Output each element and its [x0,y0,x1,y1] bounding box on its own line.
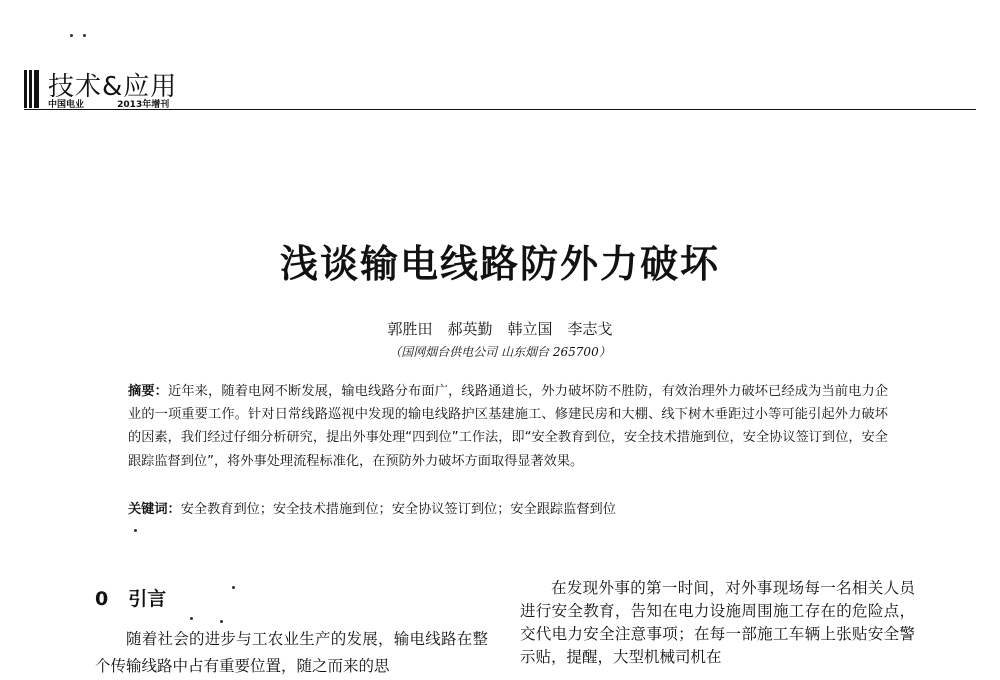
header-rule [24,109,976,110]
article-affiliation: （国网烟台供电公司 山东烟台 265700） [389,345,611,359]
journal-issue: 2013年增刊 [117,100,170,110]
keywords [128,500,888,520]
section-header-title: 技术&应用 [48,72,178,102]
section-title: 引言 [128,588,167,610]
abstract-label: 摘要： [128,384,169,399]
right-column-text: 在发现外事的第一时间，对外事现场每一名相关人员进行安全教育，告知在电力设施周围施工存在的危险点，交代电力安全注意事项；在每一部施工车辆上张贴安全警示贴，提醒，大型机械司机在 [520,579,915,666]
abstract [128,380,888,473]
header-bars-decoration [24,70,42,108]
left-column-text: 随着社会的进步与工农业生产的发展，输电线路在整个传输线路中占有重要位置，随之而来的思 [95,630,488,675]
keywords-text: 安全教育到位；安全技术措施到位；安全协议签订到位；安全跟踪监督到位 [180,502,616,517]
journal-name: 中国电业 [48,100,85,110]
article-authors: 郭胜田 郝英勤 韩立国 李志戈 [387,320,613,338]
section-number: 0 [95,588,109,610]
abstract-text: 近年来，随着电网不断发展，输电线路分布面广，线路通道长，外力破坏防不胜防，有效治理外力破坏已经成为当前电力企业的一项重要工作。针对日常线路巡视中发现的输电线路护区基建施工、修建民房和大棚、线下树木垂距过小等可能引起外力破坏的因素，我们经过仔细分析研究，提出外事处理“四到位”工作法，即“安全教育到位，安全技术措施到位，安全协议签订到位，安全跟踪监督到位”，将外事处理流程标准化，在预防外力破坏方面取得显著效果。 [128,384,889,469]
article-title: 浅谈输电线路防外力破坏 [279,242,720,286]
section-heading [95,584,166,611]
keywords-label: 关键词： [128,502,181,517]
